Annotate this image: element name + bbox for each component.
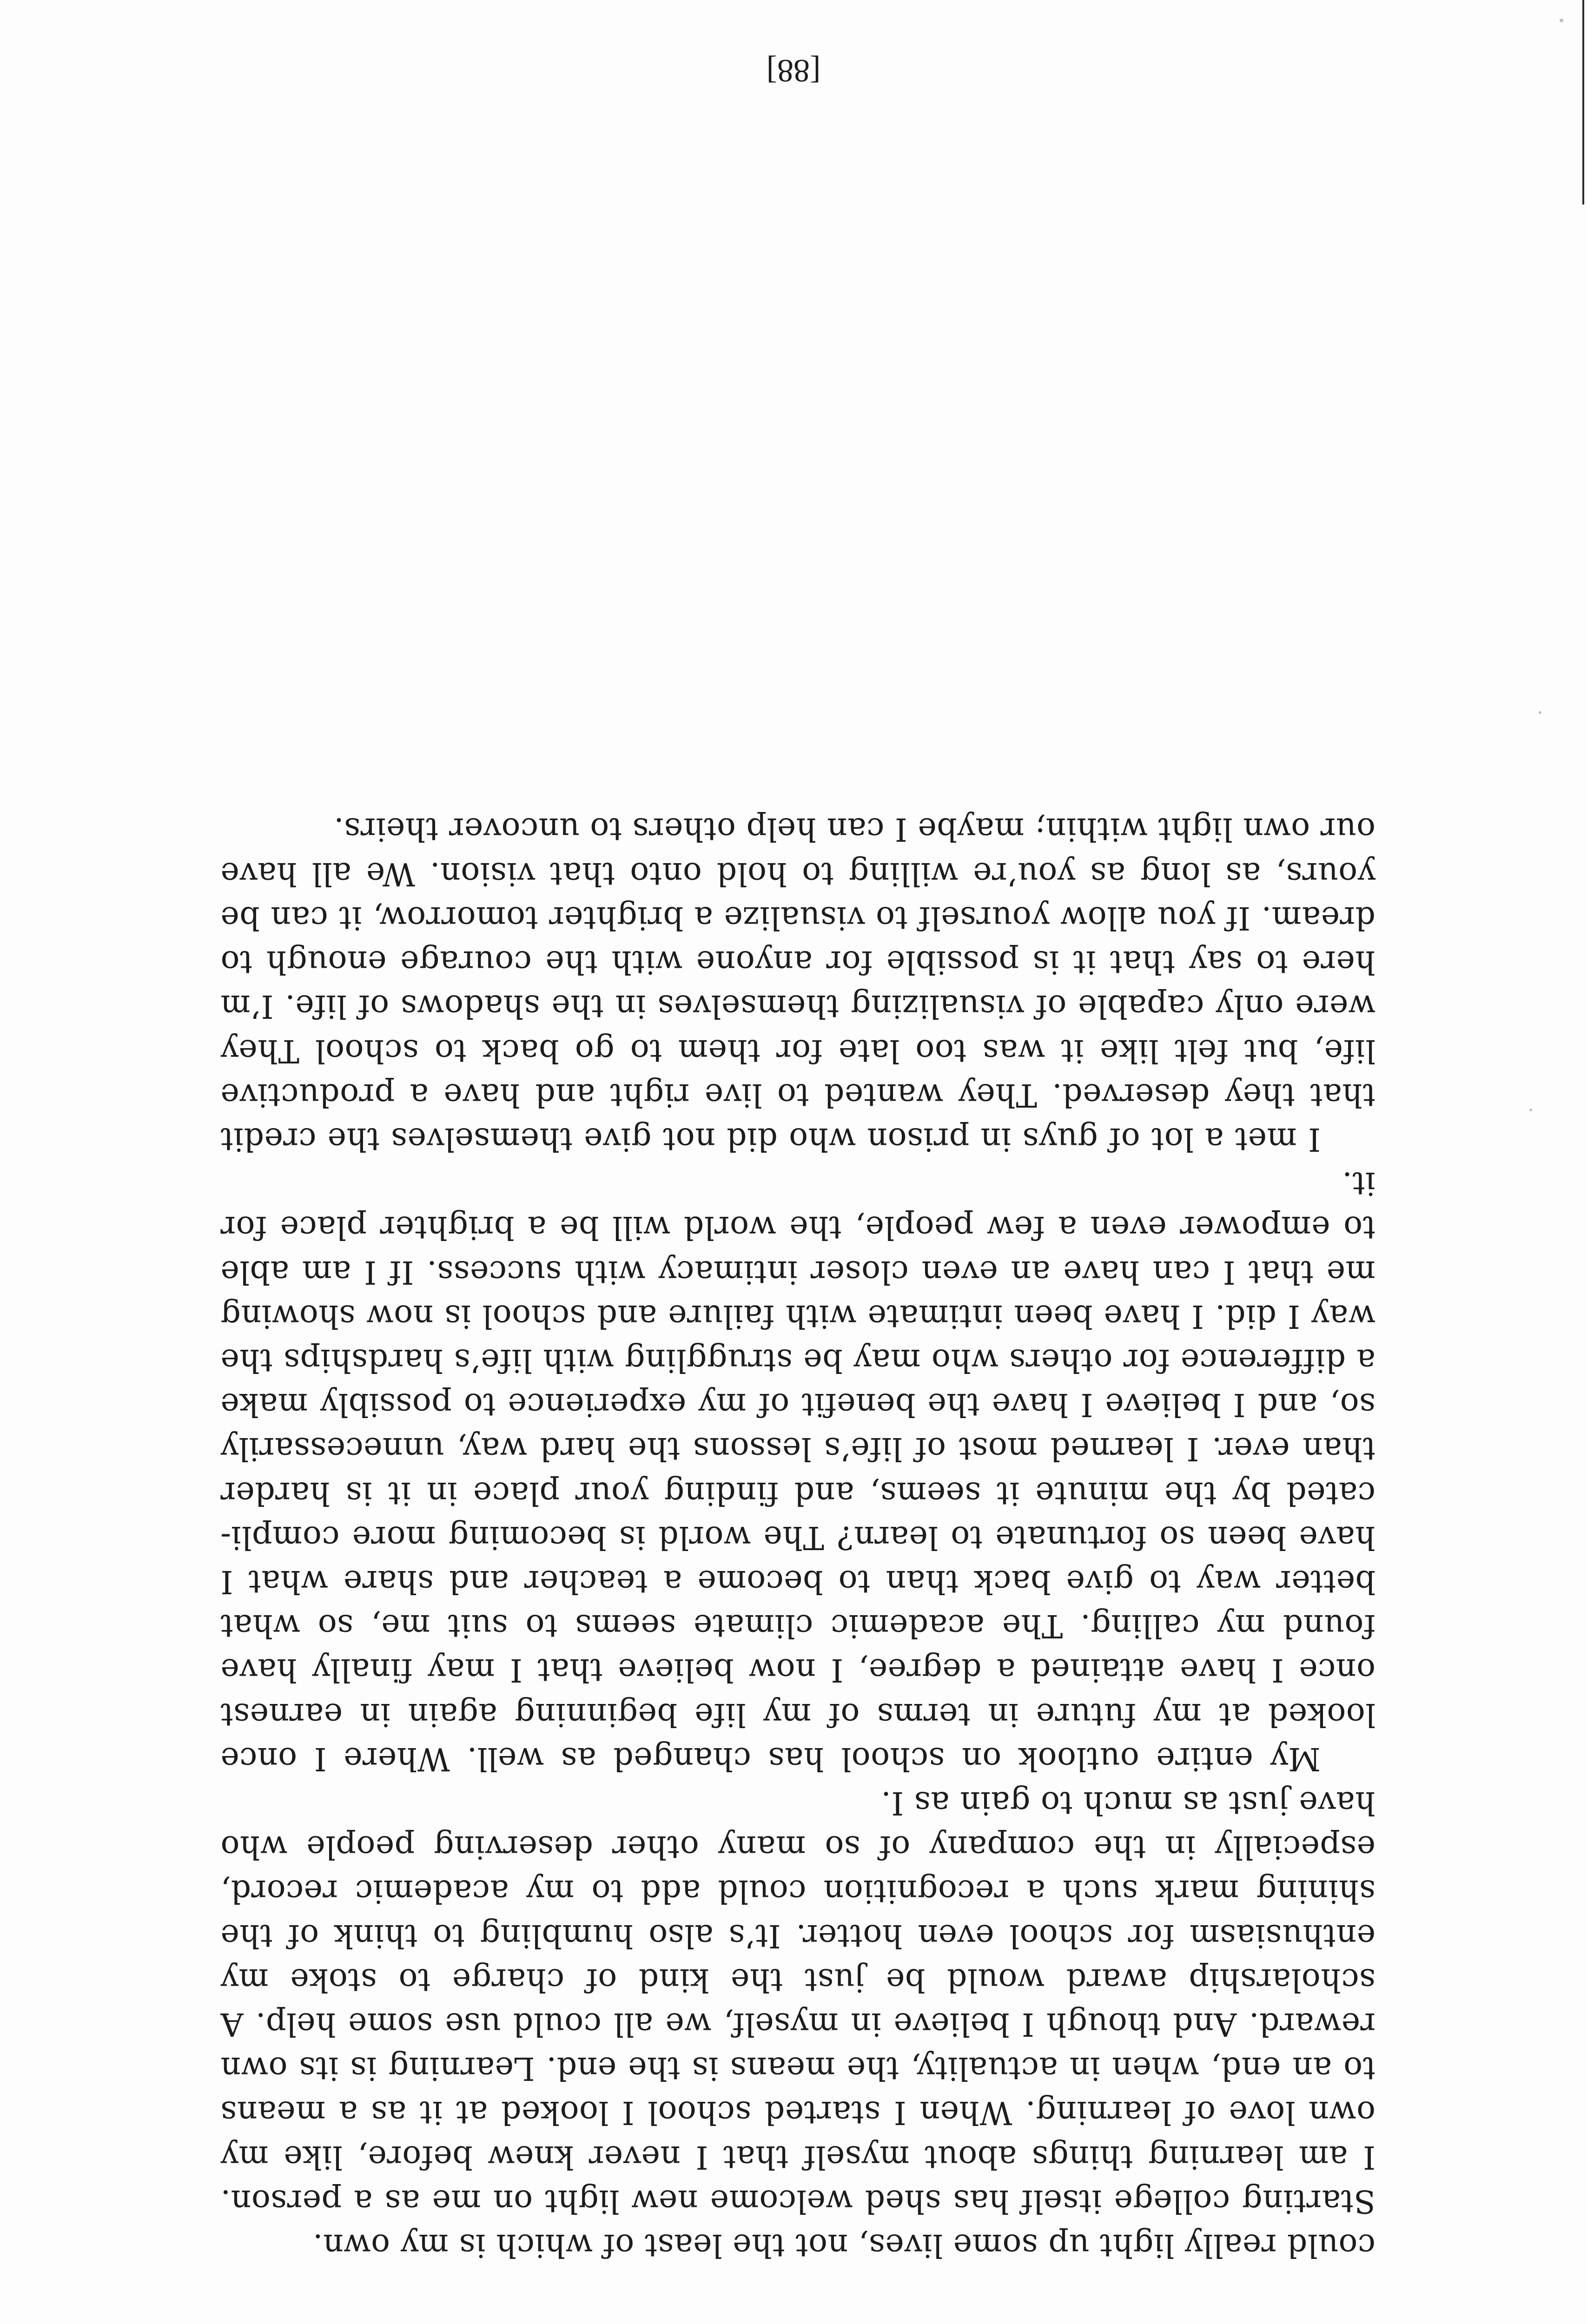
body-text — [220, 807, 1375, 2267]
scan-speck — [1560, 19, 1563, 22]
scan-edge-line — [1582, 0, 1584, 205]
paragraph-3: My entire outlook on school has changed as well. Where I once looked at my future in terms of my life beginning again in earnest once I have attained a degree, I now believe that I may finally have found my calling. The academic climate seems to suit me, so what better way to give back than to become a teacher and share what I have been so fortunate to learn? The world is becoming more complicated by the minute it seems, and finding your place in it is harder than ever. I learned most of life’s lessons the hard way, unnecessarily so, and I believe I have the benefit of my experience to possibly make a difference for others who may be struggling with life’s hardships the way I did. I have been intimate with failure and school is now showing me that I can have an even closer intimacy with success. If I am able to empower even a few people, the world will be a brighter place for it. — [220, 1165, 1375, 1777]
page-number: [88] — [766, 53, 821, 88]
paragraph-2: Starting college itself has shed welcome new light on me as a person. I am learning things about myself that I never knew before, like my own love of learning. When I started school I looked at it as a means to an end, when in actuality, the means is the end. Learning is its own reward. And though I believe in myself, we all could use some help. A scholarship award would be just the kind of charge to stoke my enthusiasm for school even hotter. It’s also humbling to think of the shining mark such a recognition could add to my academic record, especially in the company of so many other deserving people who have just as much to gain as I. — [220, 1784, 1375, 2219]
paragraph-4: I met a lot of guys in prison who did not give themselves the credit that they deserved. They wanted to live right and have a productive life, but felt like it was too late for them to go back to school They were only capable of visualizing themselves in the shadows of life. I’m here to say that it is possible for anyone with the courage enough to dream. If you allow yourself to visualize a brighter tomorrow, it can be yours, as long as you’re willing to hold onto that vision. We all have our own light within; maybe I can help others to uncover theirs. — [220, 811, 1375, 1157]
paragraph-1: could really light up some lives, not the least of which is my own. — [312, 2227, 1375, 2264]
scan-speck — [1539, 711, 1541, 714]
scan-speck — [1529, 1109, 1532, 1111]
